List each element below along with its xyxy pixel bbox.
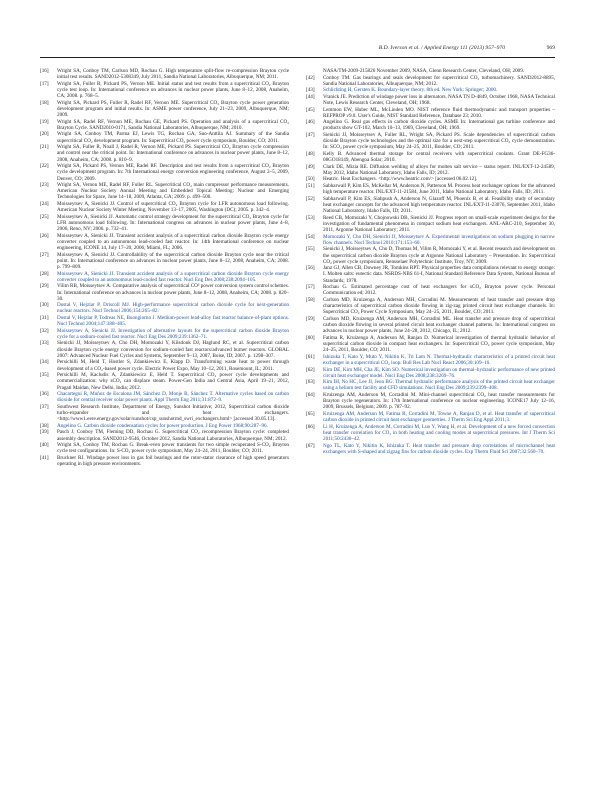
reference-item xyxy=(40,442,289,454)
reference-text: Wright SA, Fuller R, Noall J, Radel R, Vernon ME, Pickard PS. Supercritical CO₂ Brayton cycle compression and control near the critical point. In: International conference on advances in nuclear power plants, June 8–12, 2008, Anaheim, CA; 2008. p. 810–9. xyxy=(57,144,289,163)
reference-text: Sabharwall P, Kim ES, McKellar M, Anderson N, Patterson M. Process heat exchanger options for the advanced high temperature reactor. INL/EXT-11-21584, June 2011, Idaho National Laboratory, Idaho Falls, ID; 2011. xyxy=(323,182,555,196)
journal-citation: B.D. Iverson et al. / Applied Energy 111 (2013) 957–970 xyxy=(378,45,505,51)
reference-link[interactable]: Dostal V, Hejzlar P, Todreas NE, Buongiorno J. Medium-power lead-alloy fast reactor balance-of-plant options. Nucl Technol 2004;147:388–405. xyxy=(57,314,289,328)
reference-link[interactable]: Kruizenga AM, Anderson M, Fatima R, Corradini M, Towne A, Ranjan D, et al. Heat transfer of supercritical carbon dioxide in printed circuit heat exchanger geometries. J Therm Sci Eng Appl 2011;3. xyxy=(323,410,555,424)
reference-text: Wright SA, Fuller R, Pickard PS, Vernon ME. Initial status and test results from a supercritical CO₂ Brayton cycle test loop. In: International conference on advances in nuclear power plants, June 8–12, 2008, Anaheim, CA; 2008. p. 768–5. xyxy=(57,80,289,100)
reference-number: [53] xyxy=(306,214,315,221)
reference-link[interactable]: Kim IH, No HC, Lee JI, Jeon BG. Thermal hydraulic performance analysis of the printed circuit heat exchanger using a helium test facility and CFD simulations. Nucl Eng Des 2009;239:2399–408. xyxy=(323,379,555,392)
reference-item xyxy=(306,392,555,411)
reference-item xyxy=(40,429,289,441)
reference-number: [22] xyxy=(40,163,49,170)
reference-item xyxy=(40,201,289,213)
reference-item[interactable] xyxy=(306,443,555,455)
reference-item xyxy=(40,359,289,371)
reference-text: Wright SA, Pickard PS, Fuller R, Radel RF, Vernon ME. Supercritical CO₂ Brayton cycle power generation development program and initial results. In: ASME power conference, July 21–23, 2009, Albuquerque, NM; 2009. xyxy=(57,99,289,119)
reference-link[interactable]: Kim DE, Kim MH, Cha JE, Kim SO. Numerical investigation on thermal–hydraulic performance of new printed circuit heat exchanger model. Nucl Eng Des 2008;238:3269–76. xyxy=(323,366,555,379)
reference-item[interactable] xyxy=(40,328,289,340)
reference-text: Conboy TM. Gas bearings and seals development for supercritical CO₂ turbomachinery. SAND2012-8895, Sandia National Laboratories, Albuquerque, NM; 2012. xyxy=(323,74,555,87)
reference-number: [36] xyxy=(40,391,49,398)
reference-text: Kruizenga AM, Anderson M, Corradini M. Mini-channel supercritical CO₂ heat transfer measurements for Brayton cycle regenerators. In: 17th International conference on nuclear engineering. ICONE17 July 12–16, 2009, Brussels, Belgium; 2009. p. 787–92. xyxy=(323,391,555,411)
reference-item xyxy=(40,163,289,182)
reference-number: [50] xyxy=(306,176,315,183)
reference-item xyxy=(306,316,555,335)
reference-item xyxy=(306,183,555,195)
reference-item xyxy=(306,265,555,284)
reference-text: Wright SA, Radel RF, Vernon ME, Rochau GE, Pickard PS. Operation and analysis of a supercritical CO₂ Brayton Cycle. SAND2010-0171, Sandia National Laboratories, Albuquerque, NM; 2010. xyxy=(57,118,289,131)
reference-number: [35] xyxy=(40,372,49,379)
reference-number: [26] xyxy=(40,232,49,239)
reference-number: [67] xyxy=(306,442,315,449)
header-rule xyxy=(40,57,555,58)
reference-text: Clark DE, Mizia RE. Diffusion welding of alloys for molten salt service – status report. INL/EXT-12-24589, May 2012, Idaho National Laboratory, Idaho Falls, ID; 2012. xyxy=(323,163,555,176)
reference-text: Vilim RB, Moisseytsev A. Comparative analysis of supercritical CO² power conversion system control schemes. In: International conference on advances in nuclear power plants, June 8–12, 2008, Anaheim, CA; 2008. p. 820–30. xyxy=(57,283,289,302)
reference-number: [47] xyxy=(306,131,315,138)
reference-number: [39] xyxy=(40,429,49,436)
reference-text: Wright SA, Pickard PS, Vernon ME, Radel RF. Description and test results from a supercritical CO₂ Brayton cycle development program. In: 7th International energy conversion engineering conference, August 2–5, 2009, Denver, CO; 2009. xyxy=(57,163,289,182)
reference-item[interactable] xyxy=(40,302,289,314)
reference-item xyxy=(40,340,289,359)
reference-item xyxy=(40,119,289,131)
reference-item xyxy=(306,132,555,151)
reference-number: [24] xyxy=(40,200,49,207)
reference-text: Sienicki JJ, Moisseytsev A, Fuller RL, Wright SA, Pickard PS. Scale dependencies of supercritical carbon dioxide Brayton cycle technologies and the optimal size for a next-step supercritical CO₂ cycle demonstration. In: SCO₂ power cycle symposium, May 24–25, 2011, Boulder, CO; 2011. xyxy=(323,131,555,151)
reference-item[interactable] xyxy=(306,234,555,246)
reference-number: [19] xyxy=(40,118,49,125)
reference-number: [18] xyxy=(40,99,49,106)
running-header xyxy=(40,45,555,55)
reference-item xyxy=(306,68,555,74)
reference-item[interactable] xyxy=(306,367,555,379)
reference-item xyxy=(40,404,289,423)
reference-number: [44] xyxy=(306,93,315,100)
reference-text: Carlson MD, Kruizenga A, Anderson MH, Corradini M. Measurements of heat transfer and pressure drop characteristics of supercritical carbon dioxide flowing in zig-zag printed circuit heat exchanger channels. In: Supercritical CO₂ Power Cycle Symposium, May 24–25, 2011, Boulder, CO; 2011. xyxy=(323,296,555,316)
reference-text: Moisseytsev A, Sienicki JJ. Controllability of the supercritical carbon dioxide Brayton cycle near the critical point. In: International conference on advances in nuclear power plants, June 8–12, 2008, Anaheim, CA; 2008. p. 799–809. xyxy=(57,251,289,271)
reference-item xyxy=(306,215,555,234)
reference-number: [66] xyxy=(306,423,315,430)
reference-text: Wright SA, Conboy TM, Rochau G. Break-even power transients for two simple recuperated S-CO₂ Brayton cycle test configurations. In: S-CO₂ power cycle symposium, May 24–24, 2011, Boulder, CO; 2011. xyxy=(57,442,289,455)
reference-item xyxy=(306,119,555,131)
reference-text: Persichilli M, Kacludis A, Zdankiewicz E, Held T. Supercritical CO₂ power cycle developments and commercialization: why sCO₂ can displace steam. Power-Gen India and Central Asia, April 19–21, 2012, Pragati Maidan, New Delhi, India; 2012. xyxy=(57,372,289,391)
reference-text: Persichilli M, Held T, Hostler S, Zdankiewicz E, Klapp D. Transforming waste heat to power through development of a CO₂-based power cycle. Electric Power Expo, May 10–12, 2011, Rosemount, IL; 2011. xyxy=(57,359,289,372)
reference-text: Lemmon EW, Huber ML, McLinden MO. NIST reference fluid thermodynamic and transport properties – REFPROP v9.0. User's Guide, NIST Standard Reference, Database 23; 2010. xyxy=(323,106,555,119)
reference-number: [54] xyxy=(306,233,315,240)
reference-link[interactable]: Chacartegui R, Muñoz de Escalona JM, Sánchez D, Monje B, Sánchez T. Alternative cycles based on carbon dioxide for central receiver solar power plants. Appl Therm Eng 2011;31:872–9. xyxy=(57,391,289,404)
reference-item xyxy=(40,68,289,80)
reference-number: [38] xyxy=(40,422,49,429)
reference-number: [32] xyxy=(40,327,49,334)
reference-item[interactable] xyxy=(40,423,289,429)
reference-item xyxy=(306,284,555,296)
reference-text: Heatric. Heat Exchangers. <http://www.heatric.com/> [accessed 06.02.12]. xyxy=(323,176,478,183)
reference-number: [21] xyxy=(40,144,49,151)
reference-text: Wright SA, Conboy TM, Carlson MD, Rochau G. High temperature split-flow re-compression Brayton cycle initial test results. SAND2012-5308349, July 2011, Sandia National Laboratories, Albuquerque, NM; 2011. xyxy=(57,68,289,81)
reference-item xyxy=(306,94,555,106)
reference-link[interactable]: Li H, Kruizenga A, Anderson M, Corradini M, Luo Y, Wang H, et al. Development of a new forced convection heat transfer correlation for CO₂ in both heating and cooling modes at supercritical pressures. Int J Therm Sci 2011;50:2430–42. xyxy=(323,423,555,443)
reference-number: [46] xyxy=(306,119,315,126)
reference-item xyxy=(40,131,289,143)
reference-item xyxy=(306,151,555,163)
reference-item xyxy=(306,176,555,182)
reference-number: [34] xyxy=(40,359,49,366)
reference-number: [16] xyxy=(40,68,49,74)
reference-number: [29] xyxy=(40,283,49,290)
reference-item xyxy=(40,214,289,233)
reference-text: Pasch J, Conboy TM, Fleming DD, Rochau G. Supercritical CO₂ recompression Brayton cycle: completed assembly description. SAND2012-9546, October 2012, Sandia National Laboratories, Albuquerque, NM; 2012. xyxy=(57,429,289,442)
reference-text: Sabharwall P, Kim ES, Siahpush A, Anderson N, Glazoff M, Phoenix B, et al. Feasibility study of secondary heat exchanger concepts for the advanced high temperature reactor. INL/EXT-11-23076, September 2011, Idaho National Laboratory, Idaho Falls, ID; 2011. xyxy=(323,195,555,215)
reference-text: Sienicki J, Moisseytsev A, Cho D, Thomas M, Vilim R, Momozaki Y, et al. Recent research and development on the supercritical carbon dioxide Brayton cycle at Argonne National Laboratory – Presentation. In: Supercritical CO₂ power cycle symposium, Rensselaer Polytechnic Institute, Troy, NY; 2009. xyxy=(323,246,555,265)
reference-number: [28] xyxy=(40,270,49,277)
reference-text: Fatima R, Kruizenga A, Anderson M, Ranjan D. Numerical investigation of thermal hydraulic behavior of supercritical carbon dioxide in compact heat exchangers. In: Supercritical CO₂ power cycle symposium, May 24–25, 2011, Boulder, CO; 2011. xyxy=(323,334,555,354)
reference-number: [65] xyxy=(306,410,315,417)
reference-number: [41] xyxy=(40,454,49,461)
reference-item[interactable] xyxy=(40,391,289,403)
reference-text: Southwest Research Institute, Department of Energy, Sunshot Initiative; 2012, Supercritical carbon dioxide turbo-expander and heat exchangers. <http://www1.eere.energy.gov/solar/sunshot/csp_sunshotrnd_swri_exchangers.html> [accessed 30.05.13]. xyxy=(57,403,289,423)
reference-link[interactable]: Ishizuka T, Kato Y, Muto Y, Nikitin K, Tri Lam N. Thermal-hydraulic characteristics of a printed circuit heat exchanger in a supercritical CO₂ loop. Bull Res Lab Nucl React 2006;30:109–16. xyxy=(323,353,555,366)
reference-item xyxy=(40,144,289,163)
reference-number: [45] xyxy=(306,106,315,113)
reference-number: [52] xyxy=(306,195,315,202)
reference-link[interactable]: Dostal V, Hejzlar P, Driscoll MJ. High-performance supercritical carbon dioxide cycle for next-generation nuclear reactors. Nucl Technol 2006;154:265–82. xyxy=(57,302,289,315)
reference-number: [20] xyxy=(40,131,49,138)
reference-item[interactable] xyxy=(306,424,555,443)
reference-text: Wright SA, Conboy TM, Parma EJ, Lewis TG, Rochau GA, Suo-Anttila AJ. Summary of the Sandia supercritical CO₂ development program. In: Supercritical CO₂ power cycle symposium, Boulder, CO; 2011. xyxy=(57,131,289,144)
reference-number: [58] xyxy=(306,296,315,303)
reference-item xyxy=(40,252,289,271)
reference-item xyxy=(40,455,289,467)
reference-item xyxy=(306,75,555,87)
reference-number: [56] xyxy=(306,265,315,272)
reference-item xyxy=(306,335,555,354)
reference-item[interactable] xyxy=(306,379,555,391)
reference-number: [25] xyxy=(40,213,49,220)
reference-number: [30] xyxy=(40,302,49,309)
reference-text: Wright SA, Vernon ME, Radel RF, Fuller RL. Supercritical CO₂ main compressor performance measurements. American Nuclear Society Annual Meeting and Embedded Topical Meeting: Nuclear and Emerging Technologies for Space, June 14–18, 2009, Atlanta, GA; 2009. p. 499–500. xyxy=(57,182,289,201)
reference-number: [60] xyxy=(306,334,315,341)
reference-link[interactable]: Schlichting H, Gersten K. Boundary-layer theory. 8th ed. New York: Springer; 2000. xyxy=(323,87,498,94)
reference-item xyxy=(40,182,289,201)
reference-text: NASA/TM-2009-215826 November 2009, NASA, Glenn Research Center, Cleveland, OH; 2009. xyxy=(323,68,525,74)
references-column-right xyxy=(306,68,555,455)
reference-item xyxy=(40,100,289,119)
reference-text: Carlson MD, Kruizenga AM, Anderson MH, Corradini ML. Heat transfer and pressure drop of supercritical carbon dioxide flowing in several printed circuit heat exchanger channel patterns. In: International congress on advances in nuclear power plants, June 24–28, 2012, Chicago, IL; 2012. xyxy=(323,315,555,335)
reference-item[interactable] xyxy=(306,354,555,366)
reference-link[interactable]: Moisseytsev A, Sienicki JJ. Investigation of alternative layouts for the supercritical carbon dioxide Brayton cycle for a sodium-cooled fast reactor. Nucl Eng Des 2009;239:1362–71. xyxy=(57,327,289,340)
references-column-left xyxy=(40,68,289,468)
reference-item[interactable] xyxy=(306,87,555,93)
reference-text: Sienicki JJ, Moisseytsev A, Cho DH, Momozaki Y, Kilsdonk DJ, Haglund RC, et al. Supercritical carbon dioxide Brayton cycle energy conversion for sodium-cooled fast reactors/advanced burner reactors. GLOBAL 2007: Advanced Nuclear Fuel Cycles and Systems, September 9–13, 2007, Boise, ID; 2007. p. 1298–307. xyxy=(57,340,289,359)
reference-item[interactable] xyxy=(40,315,289,327)
reference-item xyxy=(40,81,289,100)
reference-number: [49] xyxy=(306,163,315,170)
reference-text: Rochau G. Estimated percentage cost of heat exchangers for sCO₂ Brayton power cycle. Personal Communication ed; 2012. xyxy=(323,284,555,297)
reference-link[interactable]: Ngo TL, Kato Y, Nikitin K, Ishizuka T. Heat transfer and pressure drop correlations of microchannel heat exchangers with S-shaped and zigzag fins for carbon dioxide cycles. Exp Therm Fluid Sci 2007;32:560–70. xyxy=(323,442,555,455)
reference-text: Moisseytsev A, Sienicki JJ. Automatic control strategy development for the supercritical CO₂ Brayton cycle for LFR autonomous load following. In: International congress on advances in nuclear power plants, June 4–8, 2006, Reno, NV; 2006. p. 732–41. xyxy=(57,213,289,233)
reference-number: [51] xyxy=(306,182,315,189)
reference-text: Angelino G. Real gas effects in carbon dioxide cycles. ASME In: International gas turbine conference and products show GT-102, March 10–13, 1969, Cleveland, OH; 1969. xyxy=(323,119,555,132)
reference-number: [48] xyxy=(306,150,315,157)
reference-text: Janz GJ, Allen CB, Downey JR, Tomkins RPT. Physical properties data compilations relevant to energy storage: I. Molten salts: eutectic data. NSRDS-NBS 61-I, National Standard Reference Data System, National Bureau of Standards; 1978. xyxy=(323,265,555,284)
reference-item xyxy=(306,196,555,215)
reference-number: [33] xyxy=(40,340,49,347)
reference-item[interactable] xyxy=(306,411,555,423)
reference-item[interactable] xyxy=(40,271,289,283)
reference-link[interactable]: Angelino G. Carbon dioxide condensation cycles for power production. J Eng Power 1968;90:287–96. xyxy=(57,422,268,429)
reference-number: [62] xyxy=(306,366,315,373)
reference-item xyxy=(40,233,289,252)
reference-text: Bruckner RJ. Windage power loss in gas foil bearings and the rotor-stator clearance of high speed generators operating in high pressure environments. xyxy=(57,454,289,467)
reference-number: [57] xyxy=(306,284,315,291)
reference-link[interactable]: Momozaki Y, Cho DH, Sienicki JJ, Moisseytsev A. Experimental investigations on sodium plugging in narrow flow channels. Nucl Technol 2010;171:153–60. xyxy=(323,233,555,246)
reference-number: [37] xyxy=(40,403,49,410)
reference-link[interactable]: Moisseytsev A, Sienicki JJ. Transient accident analysis of a supercritical carbon dioxide Brayton cycle energy converter coupled to an autonomous lead-cooled fast reactor. Nucl Eng Des 2008;238:2094–105. xyxy=(57,270,289,283)
reference-number: [31] xyxy=(40,314,49,321)
reference-item xyxy=(306,164,555,176)
reference-number: [17] xyxy=(40,80,49,87)
reference-number: [64] xyxy=(306,391,315,398)
reference-number: [63] xyxy=(306,379,315,386)
reference-text: Moisseytsev A, Sienicki JJ. Transient accident analysis of a supercritical carbon dioxide Brayton cycle energy converter coupled to an autonomous lead-cooled fast reactor. In: 14th International conference on nuclear engineering, ICONE 14, July 17–20, 2006, Miami, FL; 2006. xyxy=(57,232,289,252)
reference-number: [27] xyxy=(40,251,49,258)
reference-text: Vranick JE. Prediction of windage power loss in alternators. NASA TN D-4849, October 1968, NASA Technical Note, Lewis Research Center, Cleveland, OH; 1968. xyxy=(323,93,555,106)
reference-number: [61] xyxy=(306,353,315,360)
reference-item xyxy=(306,107,555,119)
page-number: 969 xyxy=(546,45,555,51)
reference-number: [23] xyxy=(40,182,49,189)
reference-text: Reed CB, Momozaki Y, Chojnowski DB, Sienicki JJ. Progress report on small-scale experiment designs for the investigation of fundamental phenomena in compact sodium heat exchangers. ANL-ARC-210, September 30, 2011, Argonne National Laboratory; 2011. xyxy=(323,214,555,234)
reference-number: [59] xyxy=(306,315,315,322)
reference-text: Moisseytsev A, Sienicki JJ. Control of supercritical CO₂ Brayton cycle for LFR autonomous load following. American Nuclear Society Winter Meeting, November 13–17, 2005, Washington (DC); 2005. p. 342–4. xyxy=(57,200,289,214)
reference-item xyxy=(40,372,289,391)
reference-text: Kelly B. Advanced thermal storage for central receivers with supercritical coolants. Grant DE-FG36-08GO18149, Abengoa Solar; 2010. xyxy=(323,150,555,164)
reference-number: [55] xyxy=(306,246,315,253)
reference-item xyxy=(40,283,289,302)
reference-item xyxy=(306,246,555,265)
reference-item xyxy=(306,297,555,316)
reference-number: [40] xyxy=(40,442,49,449)
reference-number: [43] xyxy=(306,87,315,94)
reference-number: [42] xyxy=(306,74,315,81)
